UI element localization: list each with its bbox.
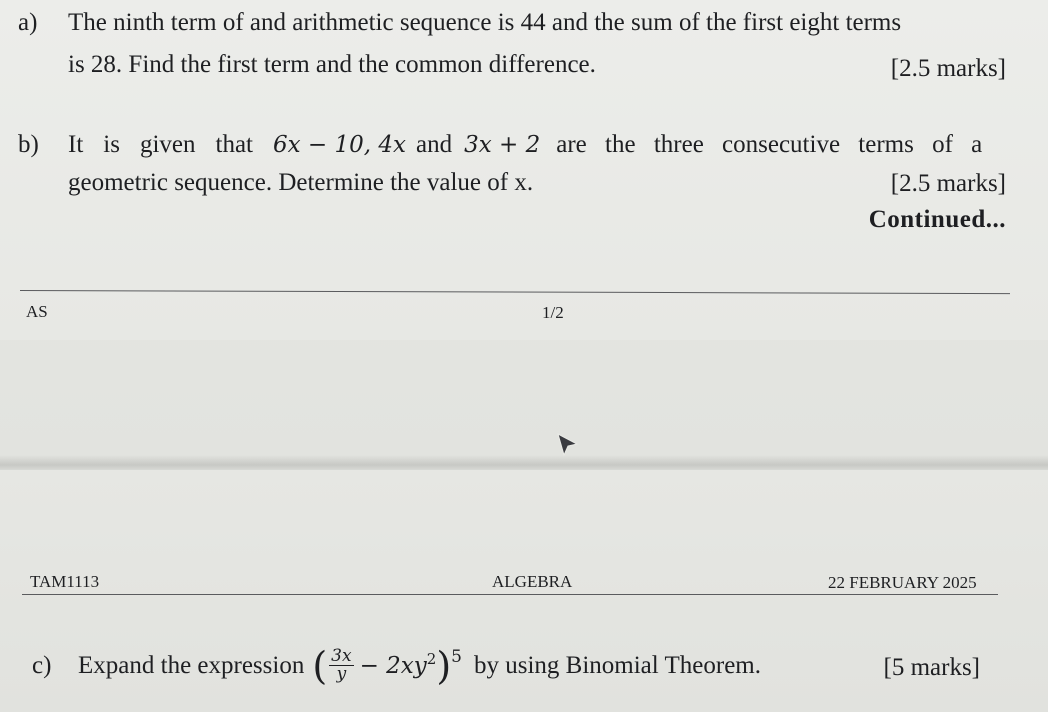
header-subject: ALGEBRA xyxy=(492,572,573,591)
footer-page-number: 1/2 xyxy=(542,303,564,322)
question-b-line1-rest: are the three consecutive terms of a xyxy=(556,131,983,158)
question-b-line1 xyxy=(18,128,1008,162)
question-a-text-line1: The ninth term of and arithmetic sequence is 44 and the sum of the first eight terms xyxy=(68,9,902,36)
question-b-word-is: is xyxy=(103,131,120,158)
inner-exponent: 2 xyxy=(426,649,437,668)
question-c-line xyxy=(32,643,761,688)
question-b-word-it: It xyxy=(68,131,84,158)
question-b-expr2: 3x + 2 xyxy=(464,132,541,158)
fraction-denominator: y xyxy=(336,664,347,684)
right-paren: ) xyxy=(436,643,452,688)
fraction xyxy=(329,648,353,683)
header-course-code: TAM1113 xyxy=(30,572,100,591)
mouse-cursor-icon xyxy=(556,432,580,458)
question-a-text-line2: is 28. Find the first term and the common difference. xyxy=(68,51,596,78)
question-b-word-and: and xyxy=(416,131,453,158)
question-b-marks: [2.5 marks] xyxy=(890,170,1006,197)
question-c-text-before: Expand the expression xyxy=(78,651,305,679)
question-b-label: b) xyxy=(18,131,39,158)
fraction-numerator: 3x xyxy=(331,646,352,666)
question-b-word-that: that xyxy=(215,131,254,158)
header-rule xyxy=(22,594,998,595)
question-b-word-given: given xyxy=(139,131,196,158)
question-c-text-after: by using Binomial Theorem. xyxy=(473,651,761,679)
question-b-expr1: 6x − 10, 4x xyxy=(273,132,407,158)
question-a-marks: [2.5 marks] xyxy=(890,55,1006,82)
question-c-expression xyxy=(312,643,462,688)
question-b-text-line2: geometric sequence. Determine the value of x. xyxy=(68,169,534,196)
question-c-marks: [5 marks] xyxy=(883,654,980,681)
expression-rest: − 2xy xyxy=(359,652,427,679)
footer-left-code: AS xyxy=(26,302,48,321)
left-paren: ( xyxy=(312,643,328,688)
question-c-label: c) xyxy=(32,651,52,679)
continued-label: Continued... xyxy=(868,206,1006,233)
question-a-line1 xyxy=(18,6,901,40)
outer-exponent: 5 xyxy=(451,647,462,667)
question-a-label: a) xyxy=(18,9,38,36)
header-date: 22 FEBRUARY 2025 xyxy=(828,573,977,592)
